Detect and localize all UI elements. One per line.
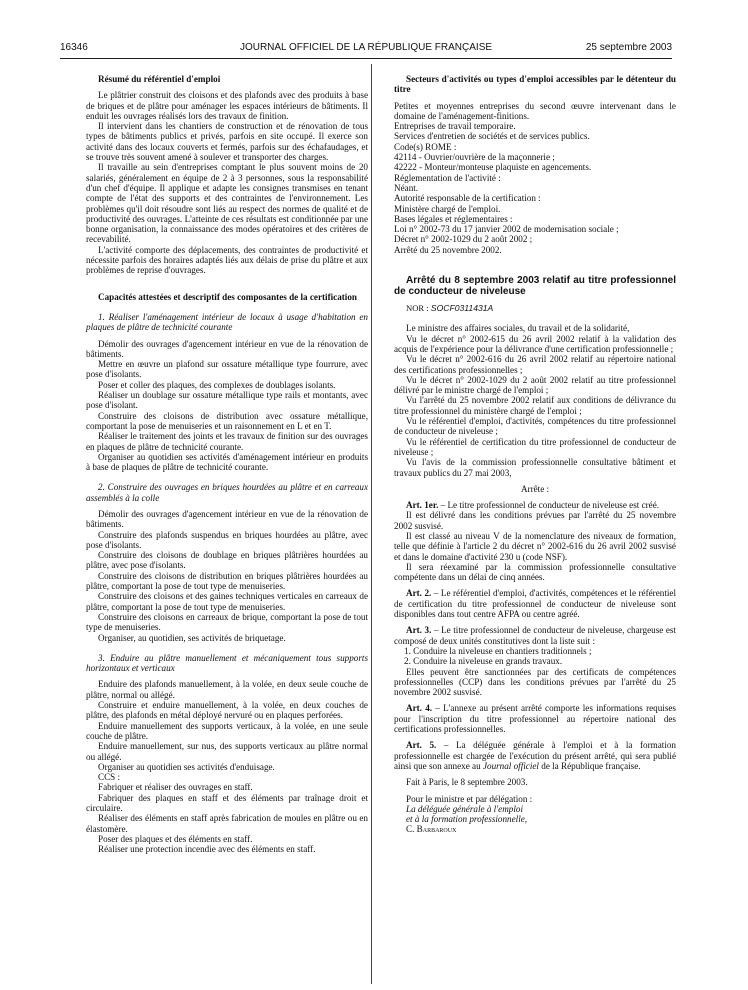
paragraph: Construire des plafonds suspendus en briques hourdées au plâtre, avec pose d'isolants. [86,529,368,550]
article-text: – Le titre professionnel de conducteur de niveleuse est créé. [438,500,660,511]
line: 42222 - Monteur/monteuse plaquiste en agencements. [394,162,592,173]
nor-reference [394,303,676,313]
line: Entreprises de travail temporaire. [394,121,516,132]
paragraph: Construire des cloisons de distribution en briques plâtrières hourdées au plâtre, comportant la pose de tout type de menuiseries. [86,570,368,592]
article-text: – Le référentiel d'emploi, d'activités, compétences et le référentiel de certification du titre professionnel de conducteur de niveleuse sont disponibles dans tout centre AFPA ou centre agréé. [394,588,676,620]
article-text: – Le titre professionnel de conducteur de niveleuse, chargeuse est composé de deux unités constitutives dont la liste suit : [394,625,676,646]
nor-label: NOR : [406,303,429,314]
visa: Vu le décret n° 2002-616 du 26 avril 2002 relatif au répertoire national des certifications professionnelles ; [394,354,676,375]
section-1-title: 1. Réaliser l'aménagement intérieur de locaux à usage d'habitation en plaques de plâtre de technicité courante [86,311,368,333]
paragraph: Organiser au quotidien ses activités d'aménagement intérieur en produits à base de plaques de plâtre de technicité courante. [86,451,368,473]
section-3-title: 3. Enduire au plâtre manuellement et mécaniquement tous supports horizontaux et verticaux [86,652,368,674]
paragraph: Démolir des ouvrages d'agencement intérieur en vue de la rénovation de bâtiments. [86,338,368,359]
article-label: Art. 1er. [406,500,439,511]
paragraph: Il est délivré dans les conditions prévues par l'arrêté du 25 novembre 2002 susvisé. [394,510,676,531]
paragraph: Mettre en œuvre un plafond sur ossature métallique type fourrure, avec pose d'isolants. [86,359,368,380]
paragraph: Fabriquer et réaliser des ouvrages en staff. [98,782,253,793]
visa: Le ministre des affaires sociales, du travail et de la solidarité, [406,323,630,334]
paragraph: Réaliser une protection incendie avec des éléments en staff. [98,844,316,855]
line: Services d'entretien de sociétés et de services publics. [394,131,590,142]
resume-title: Résumé du référentiel d'emploi [98,74,221,84]
article-text: de la République française. [538,760,641,771]
line: Bases légales et réglementaires : [394,213,513,224]
line: Petites et moyennes entreprises du second œuvre intervenant dans le domaine de l'aménagement-finitions. [394,100,676,121]
page-number: 16346 [60,42,88,53]
paragraph: Enduire des plafonds manuellement, à la volée, en deux seule couche de plâtre, normal ou allégé. [86,679,368,700]
visa: Vu l'arrêté du 25 novembre 2002 relatif aux conditions de délivrance du titre professionnel du ministère chargé de l'emploi ; [394,395,676,416]
paragraph: Il sera réexaminé par la commission professionnelle consultative compétente dans un délai de cinq années. [394,561,676,583]
line: Autorité responsable de la certification : [394,193,541,204]
article-4 [394,703,676,734]
article-label: Art. 2. [406,588,432,599]
visa: Vu le décret n° 2002-1029 du 2 août 2002 relatif au titre professionnel délivré par le ministre chargé de l'emploi ; [394,374,676,396]
article-2 [394,588,676,619]
line: Arrêté du 25 novembre 2002. [394,244,502,255]
paragraph: Il est classé au niveau V de la nomenclature des niveaux de formation, telle que définie à l'article 2 du décret n° 2002-616 du 26 avril 2002 susvisé et dans le domaine d'activité 230 u (code NSF). [394,530,676,562]
line: Code(s) ROME : [394,141,457,152]
line: Décret n° 2002-1029 du 2 août 2002 ; [394,234,533,245]
visa: Vu le décret n° 2002-615 du 26 avril 2002 relatif à la validation des acquis de l'expérience pour la délivrance d'une certification professionnelle ; [394,333,676,354]
paragraph: Poser et coller des plaques, des complexes de doublages isolants. [98,379,336,390]
left-column [86,64,368,854]
paragraph: Construire des cloisons de doublage en briques plâtrières hourdées au plâtre, avec pose d'isolants. [86,550,368,571]
journal-title: JOURNAL OFFICIEL DE LA RÉPUBLIQUE FRANÇAISE [239,42,493,53]
page-header [60,42,672,56]
list-item: 1. Conduire la niveleuse en chantiers traditionnels ; [404,645,592,656]
visa: Vu le référentiel d'emploi, d'activités, compétences du titre professionnel de conducteur de niveleuse ; [394,416,676,437]
paragraph: Organiser, au quotidien, ses activités de briquetage. [98,632,286,643]
paragraph: CCS : [98,772,121,783]
article-label: Art. 3. [406,625,432,636]
line: Néant. [394,182,419,193]
signature-line: Pour le ministre et par délégation : [406,793,533,804]
issue-date: 25 septembre 2003 [585,42,672,53]
line: Ministère chargé de l'emploi. [394,203,501,214]
right-column [394,64,676,835]
article-label: Art. 4. [406,703,433,714]
header-rule [60,58,672,59]
paragraph: Réaliser le traitement des joints et les travaux de finition sur des ouvrages en plaques de plâtre de technicité courante. [86,431,368,452]
signature-line: La déléguée générale à l'emploi [406,803,523,814]
section-2-title: 2. Construire des ouvrages en briques hourdées au plâtre et en carreaux assemblés à la colle [86,482,368,503]
paragraph: Construire des cloisons de distribution avec ossature métallique, comportant la pose de menuiseries et un raisonnement en L et en T. [86,410,368,431]
arrete-title: Arrêté du 8 septembre 2003 relatif au titre professionnel de conducteur de niveleuse [394,275,676,298]
paragraph: Démolir des ouvrages d'agencement intérieur en vue de la rénovation de bâtiments. [86,508,368,530]
paragraph: Construire des cloisons en carreaux de brique, comportant la pose de tout type de menuiseries. [86,611,368,633]
paragraph: Il intervient dans les chantiers de construction et de rénovation de tous types de bâtiments publics et privés, parfois en site occupé. Il exerce son activité dans des locaux couverts et fermés, parfois sur des échafaudages, et se trouve très souvent amené à soulever et transporter des charges. [86,121,368,163]
paragraph: Fabriquer des plaques en staff et des éléments par traînage droit et circulaire. [86,792,368,813]
line: Loi n° 2002-73 du 17 janvier 2002 de modernisation sociale ; [394,224,619,235]
article-label: Art. 5. [406,740,437,751]
paragraph: Elles peuvent être sanctionnées par des certificats de compétences professionnelles (CCP) dans les conditions prévues par l'arrêté du 25 novembre 2002 susvisé. [394,666,676,698]
paragraph: Poser des plaques et des éléments en staff. [98,833,253,844]
journal-name: Journal officiel [482,760,539,771]
visa: Vu l'avis de la commission professionnelle consultative bâtiment et travaux publics du 27 mai 2003, [394,457,676,478]
paragraph: Organiser au quotidien ses activités d'enduisage. [98,761,275,772]
secteurs-title: Secteurs d'activités ou types d'emploi accessibles par le détenteur du titre [394,74,676,95]
signatory-name: C. Barbaroux [406,824,457,835]
paragraph: Réaliser un doublage sur ossature métallique type rails et montants, avec pose d'isolant. [86,390,368,411]
line: Réglementation de l'activité : [394,172,501,183]
capacites-title: Capacités attestées et descriptif des composantes de la certification [98,291,357,302]
paragraph: Il travaille au sein d'entreprises comptant le plus souvent moins de 20 salariés, généralement en équipe de 2 à 3 personnes, sous la responsabilité d'un chef d'équipe. Il applique et adapte les consignes transmises en tenant compte de l'état des supports et des contraintes de l'environnement. Les problèmes qu'il doit résoudre sont liés au respect des normes de qualité et de productivité des ouvrages. L'atteinte de ces résultats est conditionnée par une bonne organisation, la connaissance des modes opératoires et des critères de recevabilité. [86,162,368,245]
paragraph: Réaliser des éléments en staff après fabrication de moules en plâtre ou en élastomère. [86,813,368,834]
visa: Vu le référentiel de certification du titre professionnel de conducteur de niveleuse ; [394,436,676,457]
article-text: – L'annexe au présent arrêté comporte les informations requises pour l'inscription du titre professionnel au répertoire national des certifications professionnelles. [394,703,676,735]
article-5 [394,740,676,771]
line: 42114 - Ouvrier/ouvrière de la maçonnerie ; [394,152,555,163]
signature-line: et à la formation professionnelle, [406,814,528,825]
list-item: 2. Conduire la niveleuse en grands travaux. [404,656,563,667]
article-3 [394,625,676,646]
paragraph: L'activité comporte des déplacements, des contraintes de productivité et nécessite parfois des horaires adaptés liés aux délais de prise du plâtre et aux problèmes de reprise d'ouvrages. [86,244,368,276]
nor-value: SOCF0311431A [430,303,494,314]
arrete-word: Arrête : [520,483,550,494]
paragraph: Enduire manuellement, sur nus, des supports verticaux au plâtre normal ou allégé. [86,741,368,762]
paragraph: Le plâtrier construit des cloisons et des plafonds avec des produits à base de briques et de plâtre pour aménager les espaces intérieurs de bâtiments. Il enduit les ouvrages réalisés lors des travaux de finition. [86,90,368,121]
fait-a-paris: Fait à Paris, le 8 septembre 2003. [406,777,528,788]
paragraph: Construire des cloisons et des gaines techniques verticales en carreaux de plâtre, comportant la pose de tout type de menuiseries. [86,591,368,612]
article-1 [394,500,676,510]
article-text: – La déléguée générale à l'emploi et à la formation professionnelle est chargée de l'exécution du présent arrêté, qui sera publié ainsi que son annexe au [394,740,676,771]
paragraph: Construire et enduire manuellement, à la volée, en deux couches de plâtre, des plafonds en métal déployé nervuré ou en plaques perforées. [86,700,368,721]
paragraph: Enduire manuellement des supports verticaux, à la volée, en une seule couche de plâtre. [86,720,368,741]
column-divider [371,64,372,984]
